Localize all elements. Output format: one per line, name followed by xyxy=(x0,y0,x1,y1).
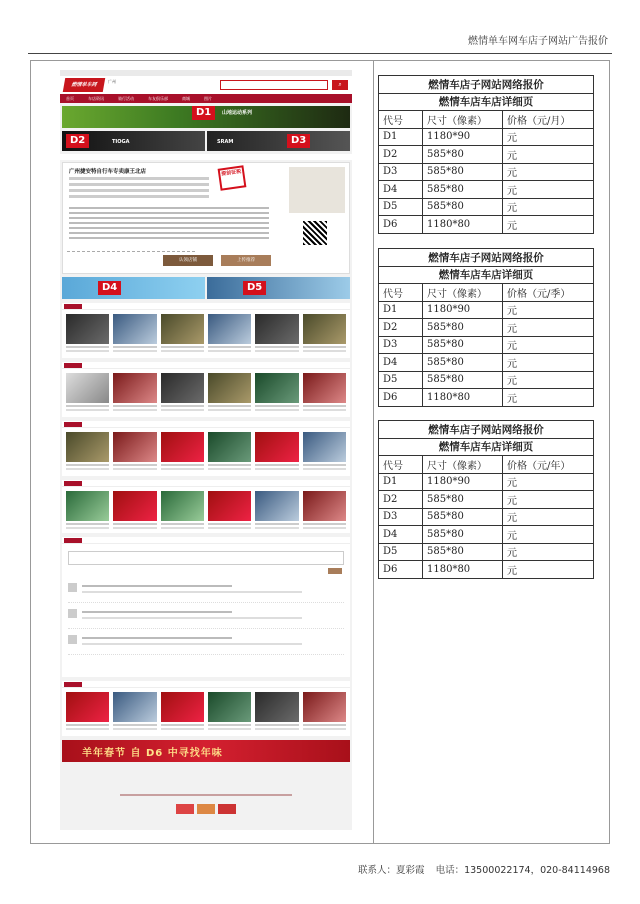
table-subtitle: 燃情车店车店详细页 xyxy=(379,93,594,111)
shop-details xyxy=(69,177,209,201)
products-section xyxy=(62,362,350,417)
cell-code: D3 xyxy=(379,508,423,526)
ad-text-d1: 山地运动系列 xyxy=(222,110,253,116)
cell-size: 1180*80 xyxy=(423,389,503,407)
col-header: 尺寸（像素） xyxy=(423,111,503,129)
cell-price: 元 xyxy=(503,128,594,146)
nav-item[interactable]: 商城 xyxy=(182,96,190,101)
ad-label-d3: D3 xyxy=(287,134,310,148)
shop-badge-stamp: 提前征税 xyxy=(218,165,247,190)
section-header xyxy=(62,421,350,428)
search-icon[interactable]: ⌕ xyxy=(332,80,348,90)
site-nav xyxy=(60,94,352,103)
cell-size: 585*80 xyxy=(423,181,503,199)
document-header xyxy=(28,30,612,54)
cell-price: 元 xyxy=(503,354,594,372)
nav-item[interactable]: 首页 xyxy=(66,96,74,101)
site-logo: 燃情单车网 xyxy=(63,78,105,92)
shop-name: 广州捷安特自行车专卖康王北店 xyxy=(69,169,147,175)
contact-footer xyxy=(350,862,610,876)
ad-banner-row-d2-d3 xyxy=(62,131,350,151)
cell-size: 1180*90 xyxy=(423,128,503,146)
cell-code: D2 xyxy=(379,319,423,337)
nearby-shops-section xyxy=(62,480,350,533)
table-row xyxy=(379,319,594,337)
cell-price: 元 xyxy=(503,163,594,181)
cell-price: 元 xyxy=(503,216,594,234)
table-title: 燃情车店子网站网络报价 xyxy=(379,421,594,439)
cell-code: D2 xyxy=(379,146,423,164)
table-subtitle: 燃情车店车店详细页 xyxy=(379,266,594,284)
ad-banner-d1[interactable] xyxy=(62,106,350,128)
cell-size: 1180*80 xyxy=(423,216,503,234)
comments-section xyxy=(62,537,350,677)
site-brand-row xyxy=(60,76,352,94)
cell-size: 585*80 xyxy=(423,198,503,216)
table-row xyxy=(379,491,594,509)
table-row xyxy=(379,526,594,544)
shop-map[interactable] xyxy=(289,167,345,213)
table-row xyxy=(379,163,594,181)
nav-item[interactable]: 车店资讯 xyxy=(88,96,104,101)
table-row xyxy=(379,473,594,491)
cell-price: 元 xyxy=(503,508,594,526)
nav-item[interactable]: 骑行活动 xyxy=(118,96,134,101)
cell-price: 元 xyxy=(503,319,594,337)
promo-text: 羊年春节 自 D6 中寻找年味 xyxy=(82,748,223,759)
document-title: 燃情单车网车店子网站广告报价 xyxy=(468,36,608,47)
table-title: 燃情车店子网站网络报价 xyxy=(379,249,594,267)
contact-phone: 电话：13500022174，020-84114968 xyxy=(435,865,610,876)
comment-item xyxy=(68,607,344,629)
nav-item[interactable]: 图片 xyxy=(204,96,212,101)
table-row xyxy=(379,198,594,216)
col-header: 尺寸（像素） xyxy=(423,284,503,302)
comment-item xyxy=(68,581,344,603)
table-row xyxy=(379,371,594,389)
website-screenshot xyxy=(60,70,352,830)
col-header: 价格（元/月） xyxy=(503,111,594,129)
section-header xyxy=(62,480,350,487)
ad-banner-row-d4-d5 xyxy=(62,277,350,299)
table-row xyxy=(379,354,594,372)
col-header: 价格（元/年） xyxy=(503,456,594,474)
cell-price: 元 xyxy=(503,181,594,199)
qr-code xyxy=(303,221,327,245)
col-header: 价格（元/季） xyxy=(503,284,594,302)
cell-code: D2 xyxy=(379,491,423,509)
cell-size: 1180*80 xyxy=(423,561,503,579)
cell-code: D6 xyxy=(379,389,423,407)
cell-code: D6 xyxy=(379,561,423,579)
price-table-monthly xyxy=(378,75,594,234)
ad-label-d5: D5 xyxy=(243,281,266,295)
table-row xyxy=(379,508,594,526)
cell-price: 元 xyxy=(503,336,594,354)
cell-size: 585*80 xyxy=(423,163,503,181)
section-header xyxy=(62,681,350,688)
ad-label-d2: D2 xyxy=(66,134,89,148)
ad-banner-d3[interactable] xyxy=(207,131,350,151)
contact-person: 联系人：夏彩霞 xyxy=(358,865,425,876)
cell-code: D1 xyxy=(379,473,423,491)
ad-label-d4: D4 xyxy=(98,281,121,295)
table-title: 燃情车店子网站网络报价 xyxy=(379,76,594,94)
upload-recommend-button[interactable]: 上传推荐 xyxy=(221,255,271,266)
cell-size: 585*80 xyxy=(423,543,503,561)
ad-banner-d6[interactable] xyxy=(62,740,350,762)
cell-size: 585*80 xyxy=(423,491,503,509)
cell-price: 元 xyxy=(503,371,594,389)
cell-code: D5 xyxy=(379,371,423,389)
ad-label-d1: D1 xyxy=(192,106,215,120)
cell-price: 元 xyxy=(503,473,594,491)
cell-code: D5 xyxy=(379,198,423,216)
cell-price: 元 xyxy=(503,526,594,544)
city-selector[interactable]: 广州 xyxy=(108,79,116,84)
breadcrumb xyxy=(60,154,352,160)
cell-price: 元 xyxy=(503,146,594,164)
claim-shop-button[interactable]: 认领店铺 xyxy=(163,255,213,266)
col-header: 尺寸（像素） xyxy=(423,456,503,474)
table-row xyxy=(379,301,594,319)
comment-submit-button[interactable] xyxy=(328,568,342,574)
column-divider xyxy=(373,60,374,844)
col-header: 代号 xyxy=(379,111,423,129)
cell-code: D6 xyxy=(379,216,423,234)
cell-size: 1180*90 xyxy=(423,301,503,319)
table-row xyxy=(379,181,594,199)
cell-price: 元 xyxy=(503,389,594,407)
cell-price: 元 xyxy=(503,561,594,579)
cell-code: D5 xyxy=(379,543,423,561)
table-row xyxy=(379,216,594,234)
cell-size: 585*80 xyxy=(423,371,503,389)
cell-size: 585*80 xyxy=(423,146,503,164)
section-header xyxy=(62,362,350,369)
comment-item xyxy=(68,633,344,655)
nav-item[interactable]: 车友俱乐部 xyxy=(148,96,168,101)
cell-size: 585*80 xyxy=(423,508,503,526)
recommended-shops-section xyxy=(62,681,350,736)
table-row xyxy=(379,389,594,407)
search-input[interactable] xyxy=(220,80,328,90)
cell-code: D1 xyxy=(379,128,423,146)
cell-price: 元 xyxy=(503,491,594,509)
comment-input[interactable] xyxy=(68,551,344,565)
price-table-quarterly xyxy=(378,248,594,407)
table-row xyxy=(379,128,594,146)
shop-description xyxy=(69,207,269,242)
section-header xyxy=(62,537,350,544)
cell-code: D3 xyxy=(379,336,423,354)
site-footer xyxy=(60,786,352,830)
cell-code: D4 xyxy=(379,181,423,199)
cell-size: 585*80 xyxy=(423,526,503,544)
activities-section xyxy=(62,421,350,476)
table-row xyxy=(379,146,594,164)
col-header: 代号 xyxy=(379,284,423,302)
cell-size: 585*80 xyxy=(423,319,503,337)
section-header xyxy=(62,303,350,310)
cell-price: 元 xyxy=(503,543,594,561)
cell-size: 585*80 xyxy=(423,354,503,372)
cell-price: 元 xyxy=(503,301,594,319)
cell-code: D4 xyxy=(379,526,423,544)
table-subtitle: 燃情车店车店详细页 xyxy=(379,438,594,456)
cell-code: D3 xyxy=(379,163,423,181)
cell-size: 1180*90 xyxy=(423,473,503,491)
cell-size: 585*80 xyxy=(423,336,503,354)
ad-text-d3: SRAM xyxy=(217,139,234,145)
cell-price: 元 xyxy=(503,198,594,216)
shop-info-box xyxy=(62,162,350,274)
shop-photos-section xyxy=(62,303,350,358)
col-header: 代号 xyxy=(379,456,423,474)
ad-banner-d2[interactable] xyxy=(62,131,205,151)
cell-code: D4 xyxy=(379,354,423,372)
ad-text-d2: TIOGA xyxy=(112,139,130,145)
ad-banner-d4[interactable] xyxy=(62,277,205,299)
table-row xyxy=(379,543,594,561)
shop-buttons xyxy=(163,255,271,266)
table-row xyxy=(379,561,594,579)
price-table-yearly xyxy=(378,420,594,579)
cell-code: D1 xyxy=(379,301,423,319)
table-row xyxy=(379,336,594,354)
ad-banner-d5[interactable] xyxy=(207,277,350,299)
